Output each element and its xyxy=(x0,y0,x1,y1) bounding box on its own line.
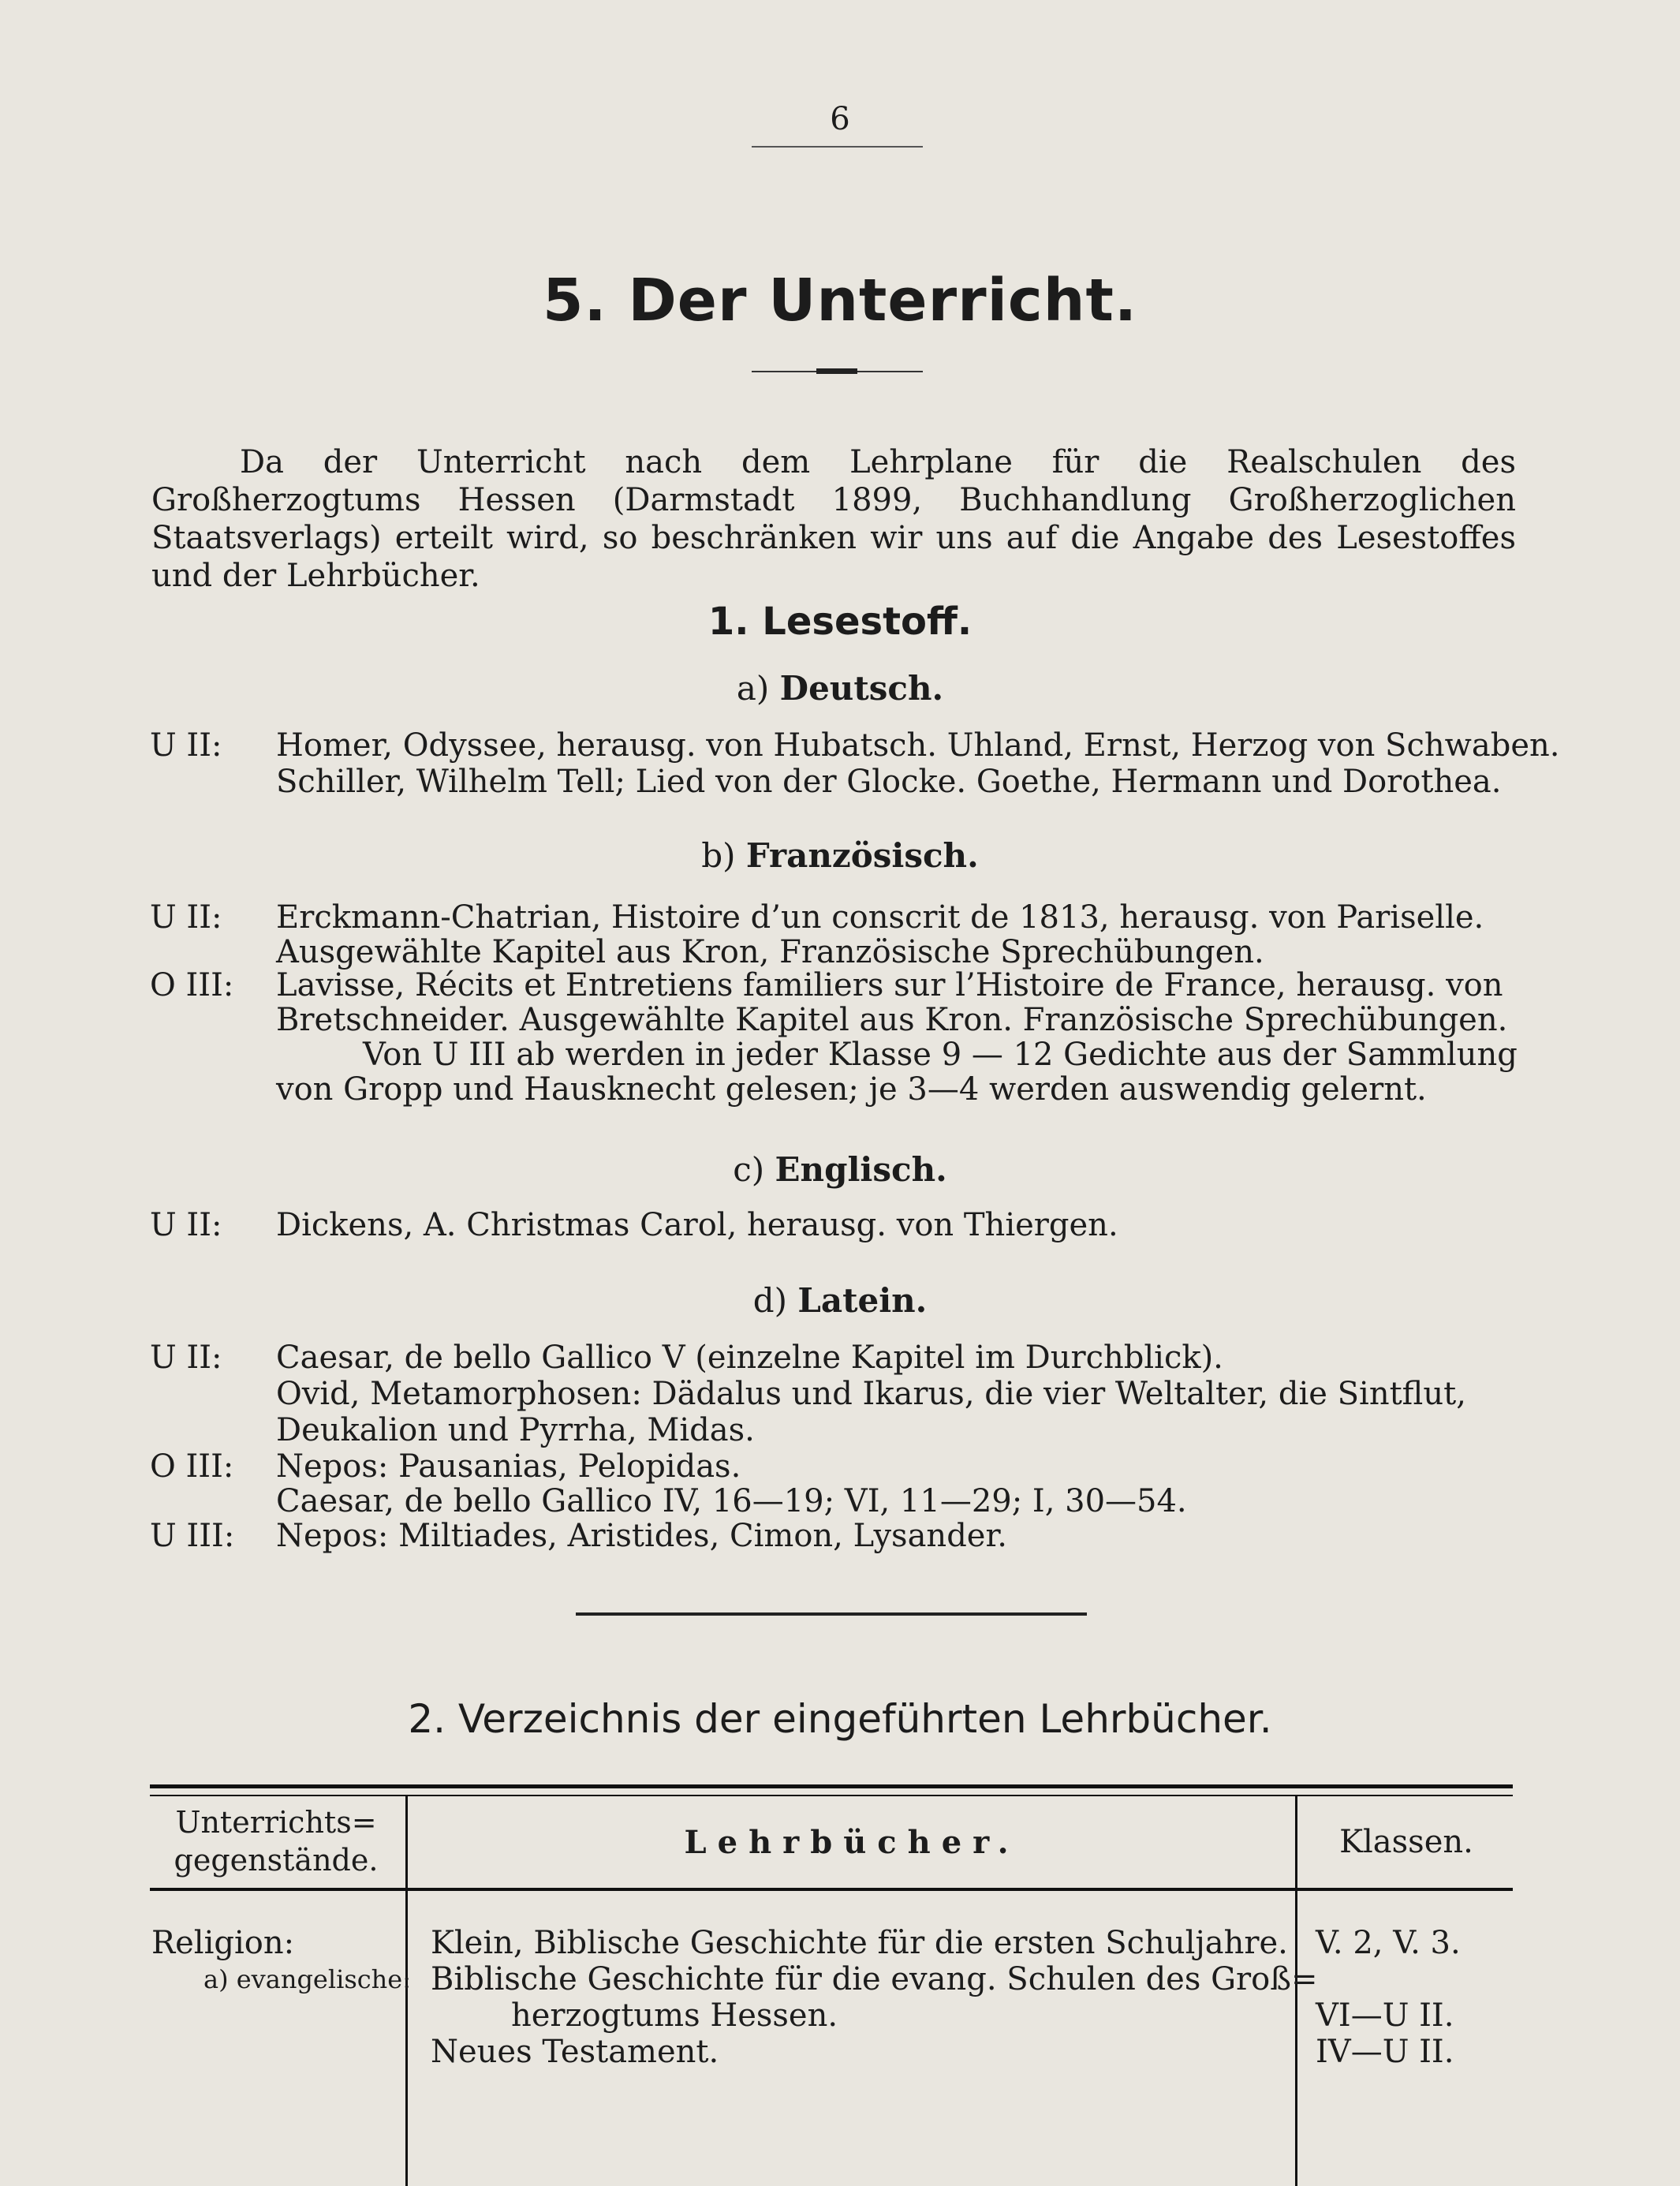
class-label: O III: xyxy=(150,967,234,1003)
subheading-prefix: c) xyxy=(733,1150,765,1189)
class-label: O III: xyxy=(150,1448,234,1485)
text-line: von Gropp und Hausknecht gelesen; je 3—4 werden auswendig gelernt. xyxy=(276,1071,1427,1108)
subheading-prefix: a) xyxy=(736,669,770,708)
table-header-rule xyxy=(150,1888,1513,1891)
lehrbuecher-heading: 2. Verzeichnis der eingeführten Lehrbücher. xyxy=(408,1696,1272,1742)
text-line: Deukalion und Pyrrha, Midas. xyxy=(276,1412,755,1448)
text-line: Lavisse, Récits et Entretiens familiers sur l’Histoire de France, herausg. von xyxy=(276,967,1503,1003)
classes-cell: IV—U II. xyxy=(1316,2034,1454,2070)
text-line: Homer, Odyssee, herausg. von Hubatsch. Uhland, Ernst, Herzog von Schwaben. xyxy=(276,727,1560,764)
text-line: Ovid, Metamorphosen: Dädalus und Ikarus, die vier Weltalter, die Sintflut, xyxy=(276,1376,1466,1412)
subheading-name: Englisch. xyxy=(775,1150,947,1189)
book-cell: herzogtums Hessen. xyxy=(511,1997,838,2034)
table-header-subjects xyxy=(150,1803,402,1879)
subheading-franzoesisch xyxy=(0,836,1680,875)
text-line: Nepos: Pausanias, Pelopidas. xyxy=(276,1448,741,1485)
classes-cell: V. 2, V. 3. xyxy=(1316,1925,1461,1961)
section-title: 5. Der Unterricht. xyxy=(543,267,1137,334)
text-line: Ausgewählte Kapitel aus Kron, Französische Sprechübungen. xyxy=(276,934,1264,970)
text-line: Von U III ab werden in jeder Klasse 9 — 12 Gedichte aus der Sammlung xyxy=(363,1037,1518,1073)
text-line: Erckmann-Chatrian, Histoire d’un conscrit de 1813, herausg. von Pariselle. xyxy=(276,899,1484,936)
class-label: U II: xyxy=(150,727,222,764)
header-line: gegenstände. xyxy=(174,1843,379,1878)
text-line: Schiller, Wilhelm Tell; Lied von der Glocke. Goethe, Hermann und Dorothea. xyxy=(276,764,1502,800)
table-header-books: Lehrbücher. xyxy=(684,1824,1020,1861)
book-cell: Neues Testament. xyxy=(431,2034,719,2070)
book-cell: Biblische Geschichte für die evang. Schulen des Groß= xyxy=(431,1961,1318,1997)
class-label: U II: xyxy=(150,899,222,936)
class-label: U II: xyxy=(150,1207,222,1243)
header-line: Unterrichts= xyxy=(175,1805,377,1840)
table-top-rule xyxy=(150,1784,1513,1788)
text-line: Caesar, de bello Gallico IV, 16—19; VI, 11—29; I, 30—54. xyxy=(276,1483,1187,1519)
table-top-rule-thin xyxy=(150,1795,1513,1796)
subheading-name: Französisch. xyxy=(745,836,979,875)
page-number: 6 xyxy=(830,101,850,137)
intro-text: Da der Unterricht nach dem Lehrplane für die Realschulen des Großherzogtums Hessen (Darmstadt 1899, Buchhandlung Großherzoglichen Staatsverlags) erteilt wird, so beschränken wir uns auf die Angabe des Lesestoffes und der Lehrbücher. xyxy=(151,444,1516,594)
subheading-name: Latein. xyxy=(797,1281,928,1320)
text-line: Bretschneider. Ausgewählte Kapitel aus Kron. Französische Sprechübungen. xyxy=(276,1002,1508,1038)
subheading-latein xyxy=(0,1281,1680,1320)
section-separator xyxy=(576,1612,1087,1616)
lesestoff-heading: 1. Lesestoff. xyxy=(707,600,973,644)
classes-cell: VI—U II. xyxy=(1316,1997,1454,2034)
subheading-prefix: d) xyxy=(752,1281,787,1320)
subheading-prefix: b) xyxy=(701,836,736,875)
text-line: Dickens, A. Christmas Carol, herausg. von Thiergen. xyxy=(276,1207,1118,1243)
subheading-englisch xyxy=(0,1150,1680,1189)
intro-paragraph xyxy=(151,443,1516,595)
text-line: Caesar, de bello Gallico V (einzelne Kapitel im Durchblick). xyxy=(276,1340,1223,1376)
text-line: Nepos: Miltiades, Aristides, Cimon, Lysander. xyxy=(276,1518,1007,1554)
subheading-deutsch xyxy=(0,669,1680,708)
page-number-rule xyxy=(752,146,923,148)
sub-subject-cell: a) evangelische: xyxy=(203,1964,411,1994)
subject-cell: Religion: xyxy=(151,1925,295,1961)
class-label: U II: xyxy=(150,1340,222,1376)
book-cell: Klein, Biblische Geschichte für die ersten Schuljahre. xyxy=(431,1925,1288,1961)
subheading-name: Deutsch. xyxy=(779,669,944,708)
table-header-classes: Klassen. xyxy=(1339,1824,1473,1860)
class-label: U III: xyxy=(150,1518,235,1554)
title-ornament-bar xyxy=(816,368,857,374)
